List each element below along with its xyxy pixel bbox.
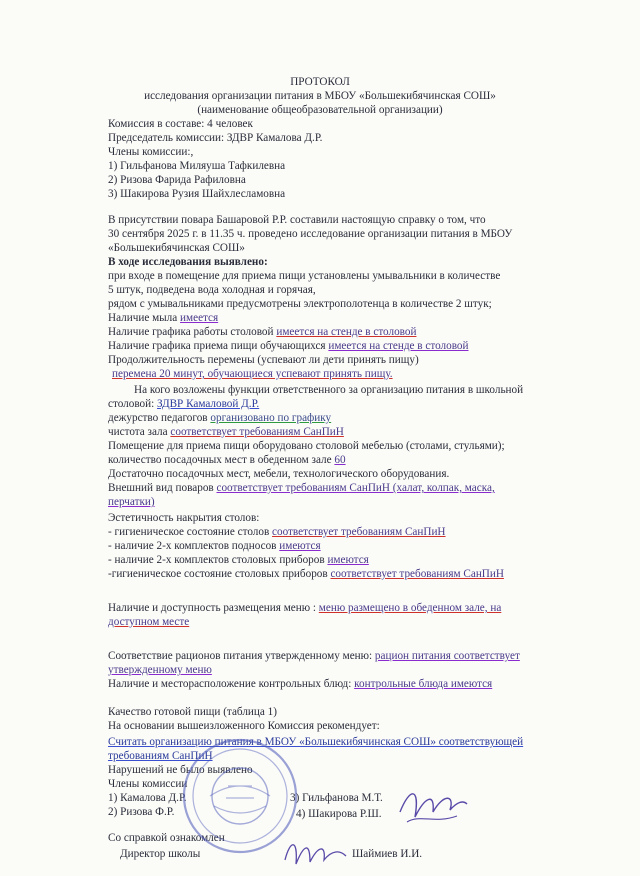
control-dishes-label: Наличие и месторасположение контрольных блюд: — [108, 678, 355, 690]
aesthetics-item-4-label: -гигиеническое состояние столовых приборов — [108, 568, 331, 580]
aesthetics-item-1 — [108, 526, 446, 539]
ration-line — [108, 650, 520, 663]
violations-line: Нарушений не было выявлено — [108, 764, 253, 776]
member-2: 2) Ризова Фарида Рафиловна — [108, 174, 246, 186]
cleanliness-value: соответствует требованиям СанПиН — [170, 426, 344, 438]
responsible-line-2 — [108, 398, 259, 411]
soap-value: имеется — [180, 312, 219, 324]
responsible-value: ЗДВР Камаловой Д.Р. — [157, 398, 260, 410]
finding-washbasins: при входе в помещение для приема пищи установлены умывальники в количестве — [108, 270, 501, 282]
menu-value-2: доступном месте — [108, 616, 190, 628]
canteen-schedule-label: Наличие графика работы столовой — [108, 326, 277, 338]
acquainted-line: Со справкой ознакомлен — [108, 832, 225, 844]
soap-label: Наличие мыла — [108, 312, 181, 324]
aesthetics-item-3-value: имеются — [327, 554, 369, 566]
menu-line — [108, 602, 501, 615]
break-line — [112, 368, 393, 381]
duty-line — [108, 412, 331, 425]
aesthetics-item-3 — [108, 554, 369, 567]
canteen-schedule-value: имеется на стенде в столовой — [276, 326, 417, 338]
seats-value: 60 — [334, 454, 346, 466]
cooks-line-2 — [108, 496, 155, 509]
conclusion-value-1: Считать организацию питания в МБОУ «Большекибячинская СОШ» соответствующей — [108, 736, 524, 748]
doc-subtitle-note: (наименование общеобразовательной организации) — [197, 104, 443, 116]
canteen-schedule-line — [108, 326, 416, 339]
signature-icon — [280, 830, 350, 876]
break-label: Продолжительность перемены (успевают ли дети принять пищу) — [108, 354, 419, 366]
members-title: Члены комиссии:, — [108, 146, 194, 158]
chairman-line: Председатель комиссии: ЗДВР Камалова Д.Р. — [108, 132, 323, 144]
findings-title: В ходе исследования выявлено: — [108, 256, 268, 268]
intro-line-2: 30 сентября 2025 г. в 11.35 ч. проведено исследование организации питания в МБОУ — [108, 228, 513, 240]
cooks-value-1: соответствует требованиям СанПиН (халат, колпак, маска, — [216, 482, 495, 494]
doc-subtitle: исследования организации питания в МБОУ «Большекибячинская СОШ» — [144, 90, 496, 102]
cleanliness-label: чистота зала — [108, 426, 171, 438]
sign-member-2: 2) Ризова Ф.Р. — [108, 806, 175, 818]
ration-value-2: утвержденному меню — [108, 664, 212, 676]
control-dishes-value: контрольные блюда имеются — [354, 678, 493, 690]
aesthetics-item-1-label: - гигиеническое состояние столов — [108, 526, 273, 538]
finding-water: 5 штук, подведена вода холодная и горячая, — [108, 284, 316, 296]
soap-line — [108, 312, 218, 325]
aesthetics-item-3-label: - наличие 2-х комплектов столовых приборов — [108, 554, 328, 566]
seats-line — [108, 454, 346, 467]
aesthetics-item-4-value: соответствует требованиям СанПиН — [330, 568, 504, 580]
aesthetics-title: Эстетичность накрытия столов: — [108, 512, 260, 524]
signature-icon — [395, 782, 470, 832]
sign-member-4: 4) Шакирова Р.Ш. — [296, 808, 382, 820]
conclusion-value-2: требованиям СанПиН — [108, 750, 213, 762]
recommend-line: На основании вышеизложенного Комиссия рекомендует: — [108, 720, 380, 732]
aesthetics-item-4 — [108, 568, 504, 581]
responsible-line-1: На кого возложены функции ответственного за организацию питания в школьной — [134, 384, 524, 396]
aesthetics-item-2-value: имеются — [279, 540, 321, 552]
ration-value-1: рацион питания соответствует — [374, 650, 520, 662]
cooks-line — [108, 482, 495, 495]
menu-line-2 — [108, 616, 189, 629]
member-3: 3) Шакирова Рузия Шайхлесламовна — [108, 188, 286, 200]
cooks-label: Внешний вид поваров — [108, 482, 217, 494]
commission-line: Комиссия в составе: 4 человек — [108, 118, 253, 130]
conclusion-line-1 — [108, 736, 523, 749]
meal-schedule-line — [108, 340, 469, 353]
finding-towels: рядом с умывальниками предусмотрены электрополотенца в количестве 2 штук; — [108, 298, 492, 310]
cleanliness-line — [108, 426, 344, 439]
doc-title: ПРОТОКОЛ — [290, 76, 350, 88]
meal-schedule-label: Наличие графика приема пищи обучающихся — [108, 340, 329, 352]
conclusion-line-2 — [108, 750, 213, 763]
director-label: Директор школы — [120, 848, 201, 860]
cooks-value-2: перчатки) — [108, 496, 155, 508]
equipment-line: Достаточно посадочных мест, мебели, технологического оборудования. — [108, 468, 450, 480]
room-equipment-line: Помещение для приема пищи оборудовано столовой мебелью (столами, стульями); — [108, 440, 505, 452]
responsible-label: столовой: — [108, 398, 158, 410]
sign-members-title: Члены комиссии — [108, 778, 188, 790]
quality-line: Качество готовой пищи (таблица 1) — [108, 706, 277, 718]
aesthetics-item-2 — [108, 540, 321, 553]
aesthetics-item-1-value: соответствует требованиям СанПиН — [272, 526, 446, 538]
intro-line-1: В присутствии повара Башаровой Р.Р. составили настоящую справку о том, что — [108, 214, 486, 226]
duty-label: дежурство педагогов — [108, 412, 211, 424]
ration-line-2 — [108, 664, 212, 677]
sign-member-1: 1) Камалова Д.Р. — [108, 792, 187, 804]
menu-label: Наличие и доступность размещения меню : — [108, 602, 319, 614]
control-dishes-line — [108, 678, 492, 691]
break-value: перемена 20 минут, обучающиеся успевают принять пищу. — [112, 368, 393, 380]
ration-label: Соответствие рационов питания утвержденному меню: — [108, 650, 375, 662]
aesthetics-item-2-label: - наличие 2-х комплектов подносов — [108, 540, 280, 552]
menu-value-1: меню размещено в обеденном зале, на — [318, 602, 502, 614]
member-1: 1) Гильфанова Миляуша Тафкилевна — [108, 160, 286, 172]
duty-value: организовано по графику — [210, 412, 332, 424]
meal-schedule-value: имеется на стенде в столовой — [328, 340, 469, 352]
sign-member-3: 3) Гильфанова М.Т. — [290, 792, 383, 804]
seats-label: количество посадочных мест в обеденном зале — [108, 454, 335, 466]
intro-line-3: «Большекибячинская СОШ» — [108, 242, 245, 254]
director-name: Шаймиев И.И. — [352, 848, 423, 860]
